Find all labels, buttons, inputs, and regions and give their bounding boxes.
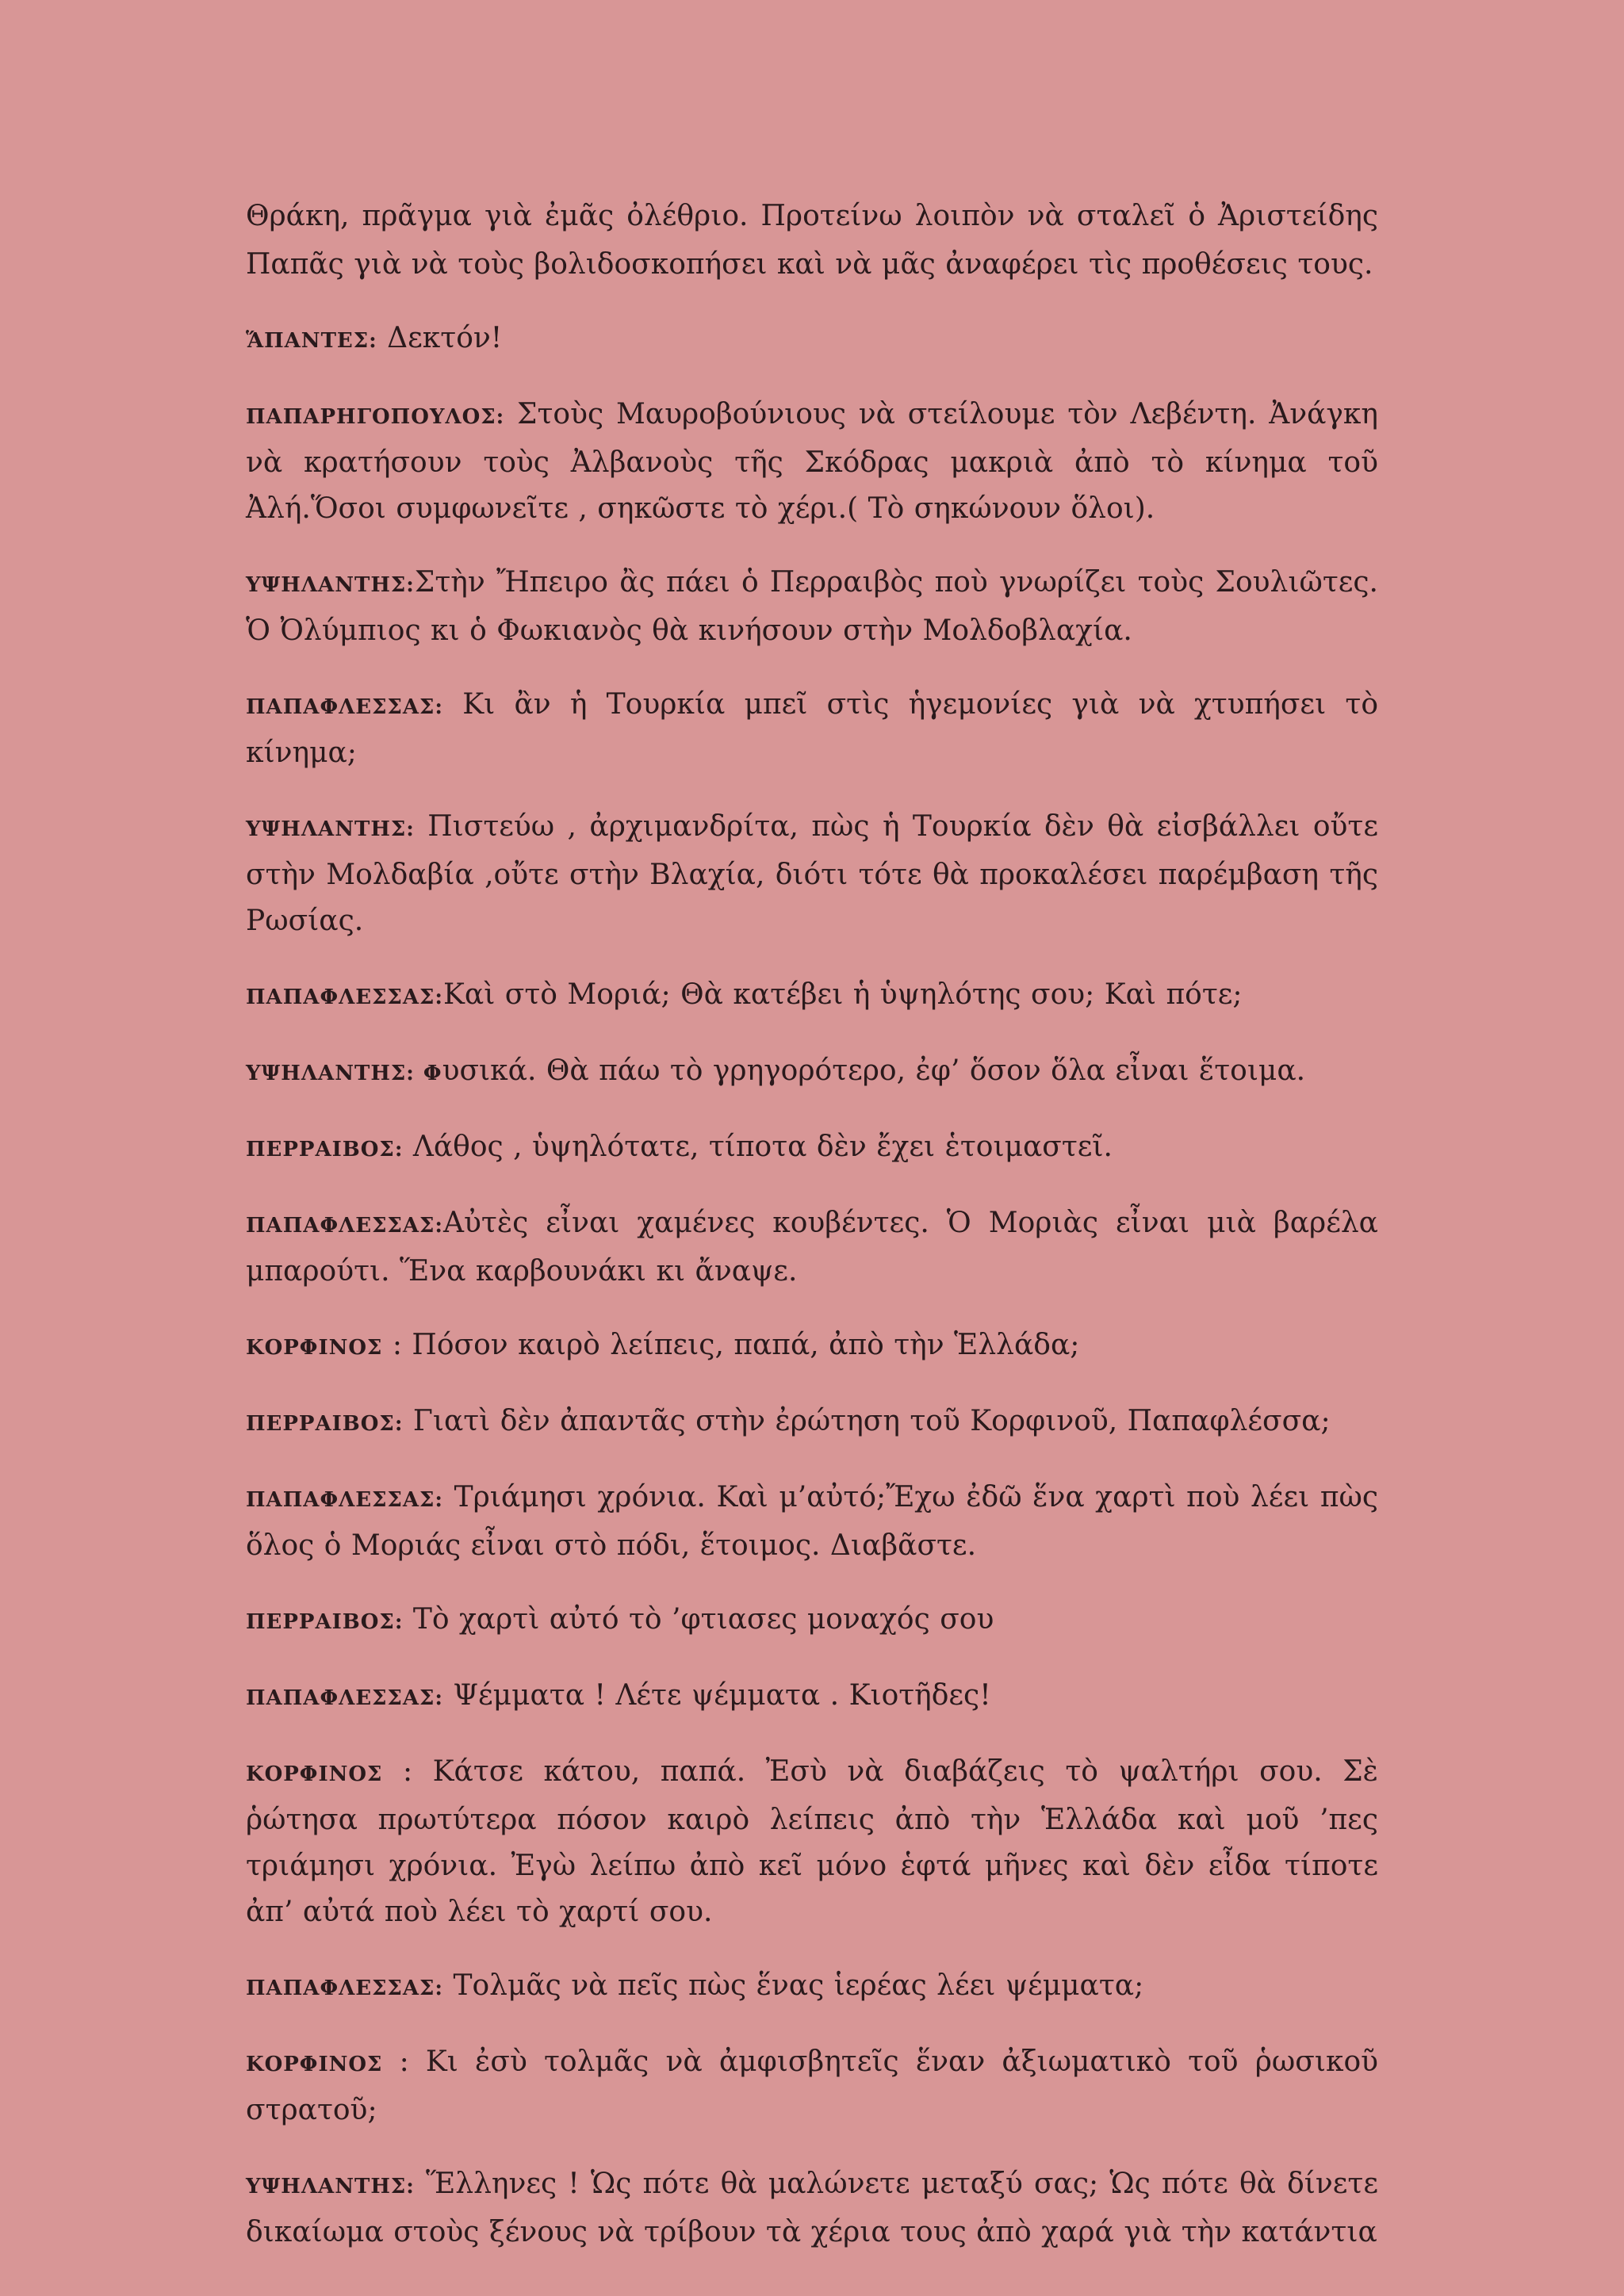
- paragraph: [246, 1749, 1378, 1935]
- dialogue-text: Καὶ στὸ Μοριά; Θὰ κατέβει ἡ ὑψηλότης σου; Καὶ πότε;: [443, 978, 1243, 1011]
- paragraph: [246, 1597, 1378, 1645]
- speaker-name: ΚΟΡΦΙΝΟΣ: [246, 1336, 383, 1360]
- paragraph: [246, 682, 1378, 776]
- dialogue-text: Στοὺς Μαυροβούνιους νὰ στείλουμε τὸν Λεβέντη. Ἀνάγκη νὰ κρατήσουν τοὺς Ἀλβανοὺς τῆς Σκόδρας μακριὰ ἀπὸ τὸ κίνημα τοῦ Ἀλή.Ὅσοι συμφωνεῖτε , σηκῶστε τὸ χέρι.( Τὸ σηκώνουν ὅλοι).: [246, 398, 1378, 525]
- paragraph: [246, 1399, 1378, 1447]
- speaker-name: ΠΕΡΡΑΙΒΟΣ:: [246, 1412, 404, 1436]
- paragraph: [246, 804, 1378, 944]
- dialogue-text: Ἕλληνες ! Ὡς πότε θὰ μαλώνετε μεταξύ σας; Ὡς πότε θὰ δίνετε δικαίωμα στοὺς ξένους νὰ τρίβουν τὰ χέρια τους ἀπὸ χαρά γιὰ τὴν κατάντια: [246, 2168, 1378, 2248]
- speaker-name: ἍΠΑΝΤΕΣ:: [246, 329, 377, 353]
- speaker-name: ΠΑΠΑΦΛΕΣΣΑΣ:: [246, 1686, 444, 1710]
- dialogue-text: Τριάμησι χρόνια. Καὶ μ’αὐτό;Ἔχω ἐδῶ ἕνα χαρτὶ ποὺ λέει πὼς ὅλος ὁ Μοριάς εἶναι στὸ πόδι, ἕτοιμος. Διαβᾶστε.: [246, 1481, 1378, 1562]
- speaker-name: ΚΟΡΦΙΝΟΣ: [246, 1762, 383, 1786]
- dialogue-text: Κι ἂν ἡ Τουρκία μπεῖ στὶς ἡγεμονίες γιὰ νὰ χτυπήσει τὸ κίνημα;: [246, 688, 1378, 769]
- dialogue-text: Θράκη, πρᾶγμα γιὰ ἐμᾶς ὀλέθριο. Προτείνω λοιπὸν νὰ σταλεῖ ὁ Ἀριστείδης Παπᾶς γιὰ νὰ τοὺς βολιδοσκοπήσει καὶ νὰ μᾶς ἀναφέρει τὶς προθέσεις τους.: [246, 200, 1378, 281]
- speaker-name: ΠΑΠΑΡΗΓΟΠΟΥΛΟΣ:: [246, 405, 505, 429]
- speaker-name: ΥΨΗΛΑΝΤΗΣ:: [246, 2175, 415, 2198]
- paragraph: [246, 972, 1378, 1020]
- paragraph: [246, 1963, 1378, 2011]
- paragraph: [246, 560, 1378, 654]
- paragraph: [246, 2039, 1378, 2133]
- speaker-name: ΥΨΗΛΑΝΤΗΣ:: [246, 817, 415, 841]
- speaker-name: ΠΑΠΑΦΛΕΣΣΑΣ:: [246, 1976, 444, 2000]
- dialogue-text: υσικά. Θὰ πάω τὸ γρηγορότερο, ἐφ’ ὅσον ὅλα εἶναι ἕτοιμα.: [442, 1054, 1306, 1087]
- paragraph: [246, 392, 1378, 532]
- paragraph: [246, 1475, 1378, 1569]
- speaker-name: ΠΑΠΑΦΛΕΣΣΑΣ:: [246, 695, 444, 719]
- dialogue-text: Ψέμματα ! Λέτε ψέμματα . Κιοτῆδες!: [443, 1679, 991, 1712]
- paragraph: [246, 1673, 1378, 1721]
- dialogue-text: Γιατὶ δὲν ἀπαντᾶς στὴν ἐρώτηση τοῦ Κορφινοῦ, Παπαφλέσσα;: [403, 1405, 1331, 1437]
- speaker-name: ΠΕΡΡΑΙΒΟΣ:: [246, 1610, 404, 1634]
- speaker-name: ΠΑΠΑΦΛΕΣΣΑΣ:: [246, 1214, 444, 1238]
- dialogue-text: Τὸ χαρτὶ αὐτό τὸ ’φτιασες μοναχός σου: [403, 1603, 994, 1636]
- dialogue-text: : Κι ἐσὺ τολμᾶς νὰ ἀμφισβητεῖς ἕναν ἀξιωματικὸ τοῦ ῥωσικοῦ στρατοῦ;: [246, 2045, 1378, 2126]
- paragraph: [246, 316, 1378, 364]
- dialogue-text: Πιστεύω , ἀρχιμανδρίτα, πὼς ἡ Τουρκία δὲν θὰ εἰσβάλλει οὔτε στὴν Μολδαβία ,οὔτε στὴν Βλαχία, διότι τότε θὰ προκαλέσει παρέμβαση τῆς Ρωσίας.: [246, 810, 1378, 937]
- speaker-name: ΚΟΡΦΙΝΟΣ: [246, 2053, 383, 2076]
- paragraph: [246, 1048, 1378, 1096]
- speaker-name: ΠΕΡΡΑΙΒΟΣ:: [246, 1138, 404, 1161]
- dialogue-text: Αὐτὲς εἶναι χαμένες κουβέντες. Ὁ Μοριὰς εἶναι μιὰ βαρέλα μπαρούτι. Ἕνα καρβουνάκι κι ἄναψε.: [246, 1207, 1378, 1288]
- dialogue-text: Τολμᾶς νὰ πεῖς πὼς ἕνας ἱερέας λέει ψέμματα;: [443, 1969, 1144, 2002]
- dialogue-text: Στὴν Ἤπειρο ἂς πάει ὁ Περραιβὸς ποὺ γνωρίζει τοὺς Σουλιῶτες. Ὁ Ὀλύμπιος κι ὁ Φωκιανὸς θὰ κινήσουν στὴν Μολδοβλαχία.: [246, 566, 1378, 647]
- dialogue-text: Λάθος , ὑψηλότατε, τίποτα δὲν ἔχει ἑτοιμαστεῖ.: [403, 1131, 1113, 1163]
- paragraph: [246, 1322, 1378, 1371]
- dialogue-text: Δεκτόν!: [377, 322, 503, 354]
- paragraph: [246, 1124, 1378, 1173]
- paragraph: [246, 193, 1378, 288]
- dialogue-text: : Πόσον καιρὸ λείπεις, παπά, ἀπὸ τὴν Ἑλλάδα;: [382, 1329, 1080, 1361]
- speaker-name: ΠΑΠΑΦΛΕΣΣΑΣ:: [246, 985, 444, 1009]
- dialogue-text: : Κάτσε κάτου, παπά. Ἐσὺ νὰ διαβάζεις τὸ ψαλτήρι σου. Σὲ ῥώτησα πρωτύτερα πόσον καιρὸ λείπεις ἀπὸ τὴν Ἑλλάδα καὶ μοῦ ’πες τριάμησι χρόνια. Ἐγὼ λείπω ἀπὸ κεῖ μόνο ἑφτά μῆνες καὶ δὲν εἶδα τίποτε ἀπ’ αὐτά ποὺ λέει τὸ χαρτί σου.: [246, 1755, 1378, 1928]
- paragraph: [246, 1200, 1378, 1295]
- paragraph: [246, 2161, 1378, 2256]
- document-page: [246, 193, 1378, 2283]
- speaker-name: ΥΨΗΛΑΝΤΗΣ: Φ: [246, 1062, 442, 1085]
- speaker-name: ΥΨΗΛΑΝΤΗΣ:: [246, 573, 415, 597]
- speaker-name: ΠΑΠΑΦΛΕΣΣΑΣ:: [246, 1488, 444, 1512]
